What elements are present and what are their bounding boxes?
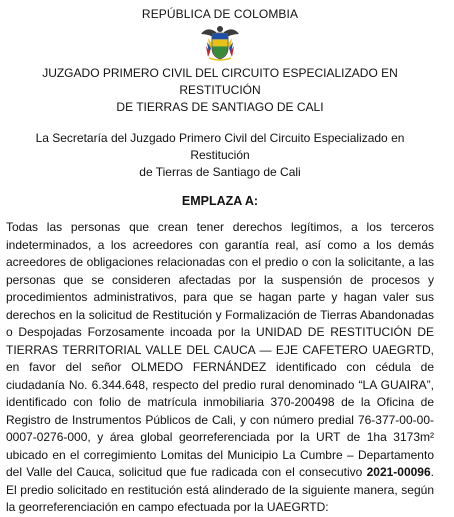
court-name-line1: JUZGADO PRIMERO CIVIL DEL CIRCUITO ESPECIALIZADO EN RESTITUCIÓN [42,66,398,97]
consecutive-number: 2021-00096 [366,465,431,479]
body-text-part2: . El predio solicitado en restitución está alinderado de la siguiente manera, según la georreferenciación en campo efectuada por la UAEGRTD: [6,465,434,514]
emplaza-heading: EMPLAZA A: [181,194,259,208]
secretaria-statement [6,130,434,181]
colombia-coat-of-arms-icon [199,24,241,62]
secretaria-line1: La Secretaría del Juzgado Primero Civil del Circuito Especializado en Restitución [35,131,405,162]
summons-body [6,219,434,517]
court-name [6,65,434,116]
country-title: REPÚBLICA DE COLOMBIA [141,7,299,21]
secretaria-line2: de Tierras de Santiago de Cali [139,165,301,179]
court-name-line2: DE TIERRAS DE SANTIAGO DE CALI [116,100,324,114]
body-text-part1: Todas las personas que crean tener derechos legítimos, a los terceros indeterminados, a los acreedores con garantía real, así como a los demás acreedores de obligaciones relacionadas con el predio o con la solicitante, a las personas que se consideren afectadas por la suspensión de procesos y procedimientos administrativos, para que se hagan parte y hagan valer sus derechos en la solicitud de Restitución y Formalización de Tierras Abandonadas o Despojadas Forzosamente incoada por la UNIDAD DE RESTITUCIÓN DE TIERRAS TERRITORIAL VALLE DEL CAUCA — EJE CAFETERO UAEGRTD, en favor del señor OLMEDO FERNÁNDEZ identificado con cédula de ciudadanía No. 6.344.648, respecto del predio rural denominado “LA GUAIRA”, identificado con folio de matrícula inmobiliaria 370-200498 de la Oficina de Registro de Instrumentos Públicos de Cali, y con número predial 76-377-00-00-0007-0276-000, y área global georreferenciada por la URT de 1ha 3173m² ubicado en el corregimiento Lomitas del Municipio La Cumbre – Departamento del Valle del Cauca, solicitud que fue radicada con el consecutivo [6,220,434,479]
